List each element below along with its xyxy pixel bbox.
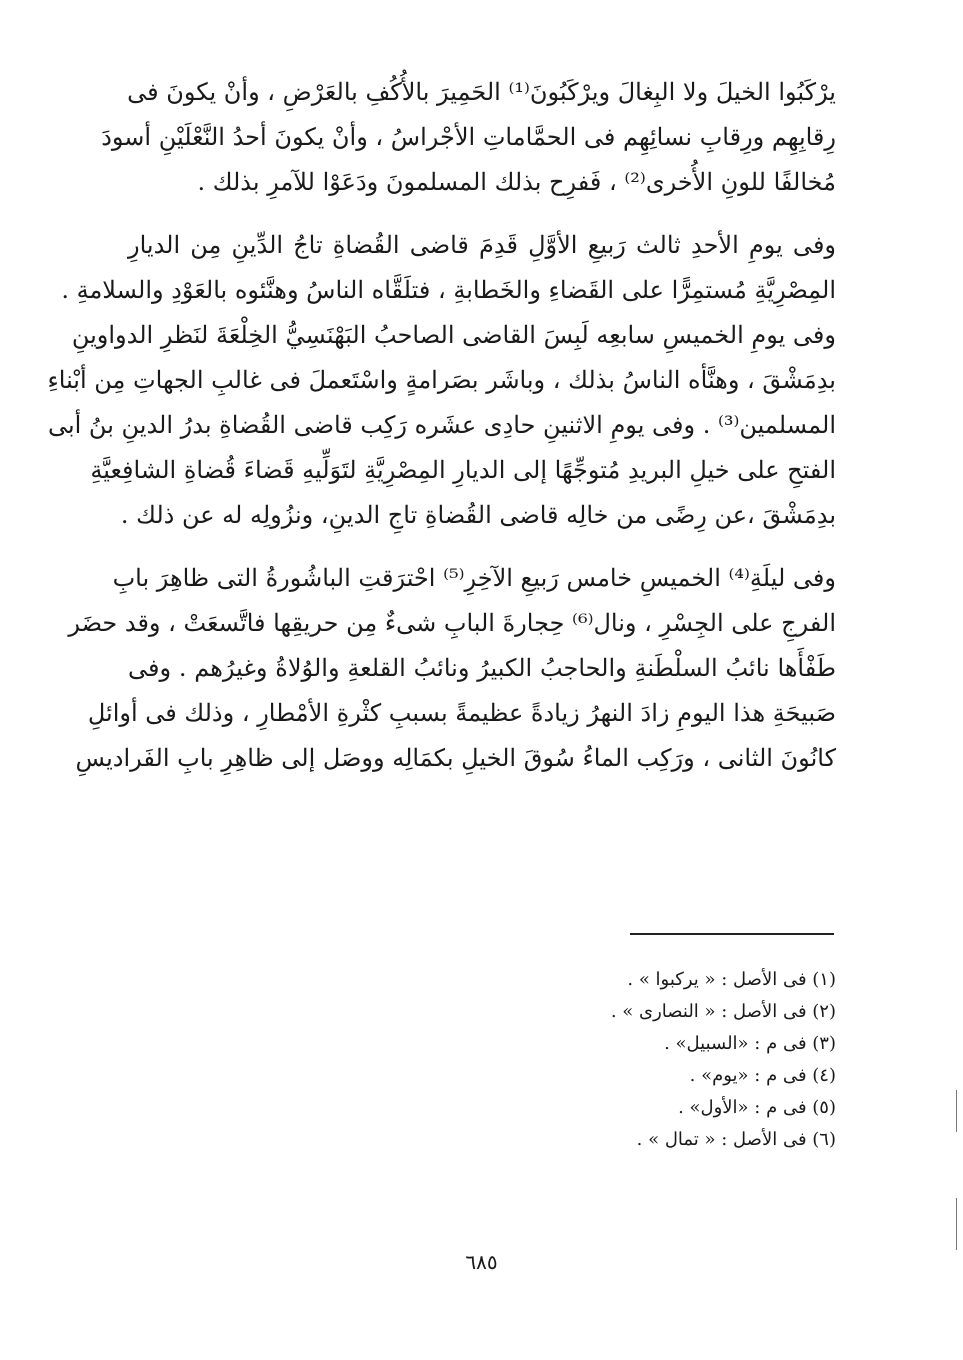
text-line: يرْكَبُوا الخيلَ ولا البِغالَ ويرْكَبُونَ⁽¹⁾ الحَمِيرَ بالأُكُفِ بالعَرْضِ ، وأنْ يكونَ فى	[127, 78, 836, 106]
footnotes	[436, 964, 836, 1156]
text-line: الفتحِ على خيلِ البريدِ مُتوجِّهًا إلى الديارِ المِصْرِيَّةِ لتَوَلِّيهِ قَضاءَ قُضاةِ الشافِعيَّةِ	[90, 456, 836, 484]
footnote: (٦) فى الأصل : « تمال » .	[636, 1129, 836, 1150]
footnote: (٥) فى م : «الأول» .	[678, 1097, 836, 1118]
text-line: بدِمَشْقَ ، وهنَّأه الناسُ بذلك ، وباشَر بصَرامةٍ واسْتَعملَ فى غالبِ الجهاتِ مِن أبْناءِ	[47, 366, 836, 394]
paragraph-2	[47, 223, 836, 538]
footnote: (٤) فى م : «يوم» .	[689, 1065, 836, 1086]
text-line: وفى يومِ الأحدِ ثالث رَبيعِ الأوَّلِ قَدِمَ قاضى القُضاةِ تاجُ الدِّينِ مِن الديارِ	[128, 231, 836, 259]
text-line: طَفْأَها نائبُ السلْطَنةِ والحاجبُ الكبيرُ ونائبُ القلعةِ والوُلاةُ وغيرُهم . وفى	[128, 654, 836, 682]
text-line: مُخالفًا للونِ الأُخرى⁽²⁾ ، فَفرِح بذلك المسلمونَ ودَعَوْا للآمرِ بذلك .	[197, 168, 836, 196]
footnote: (٣) فى م : «السبيل» .	[664, 1033, 836, 1054]
text-line: الفرجِ على الجِسْرِ ، ونال⁽⁶⁾ حِجارةَ البابِ شىءٌ مِن حريقِها فاتَّسعَتْ ، وقد حضَر	[68, 609, 836, 637]
text-line: المِصْرِيَّةِ مُستمِرًّا على القَضاءِ والخَطابةِ ، فتلَقَّاه الناسُ وهنَّئوه بالعَوْدِ والسلامةِ .	[61, 276, 836, 304]
footnote: (١) فى الأصل : « يركبوا » .	[627, 969, 836, 990]
footnote: (٢) فى الأصل : « النصارى » .	[610, 1001, 836, 1022]
footnote-separator	[630, 933, 834, 935]
main-text	[47, 70, 836, 781]
scan-edge-mark	[956, 1198, 957, 1250]
paragraph-1	[101, 70, 836, 205]
text-line: وفى ليلَةِ⁽⁴⁾ الخميسِ خامس رَبيعِ الآخِرِ⁽⁵⁾ احْترَقتِ الباشُورةُ التى ظاهِرَ بابِ	[112, 564, 836, 592]
text-line: كانُونَ الثانى ، ورَكِب الماءُ سُوقَ الخيلِ بكمَالِه ووصَل إلى ظاهِرِ بابِ الفَراديسِ	[75, 744, 836, 772]
text-line: صَبيحَةِ هذا اليومِ زادَ النهرُ زيادةً عظيمةً بسببِ كثْرةِ الأمْطارِ ، وذلك فى أوائلِ	[87, 699, 836, 727]
page-number: ٦٨٥	[465, 1250, 498, 1274]
text-line: المسلمين⁽³⁾ . وفى يومِ الاثنينِ حادِى عشَره رَكِب قاضى القُضاةِ بدرُ الدينِ بنُ أبى	[47, 411, 836, 439]
scan-edge-mark	[956, 1090, 957, 1132]
text-line: وفى يومِ الخميسِ سابعِه لَبِسَ القاضى الصاحبُ البَهْنَسِيُّ الخِلْعَةَ لنَظرِ الدواوينِ	[71, 321, 836, 349]
paragraph-3	[68, 556, 836, 781]
text-line: رِقابِهِم ورِقابِ نسائِهِم فى الحمَّاماتِ الأجْراسُ ، وأنْ يكونَ أحدُ النَّعْلَيْنِ أسودَ	[101, 123, 836, 151]
text-line: بدِمَشْقَ ،عن رِضًى من خالِه قاضى القُضاةِ تاجِ الدينِ، ونزُولِه له عن ذلك .	[120, 501, 836, 529]
